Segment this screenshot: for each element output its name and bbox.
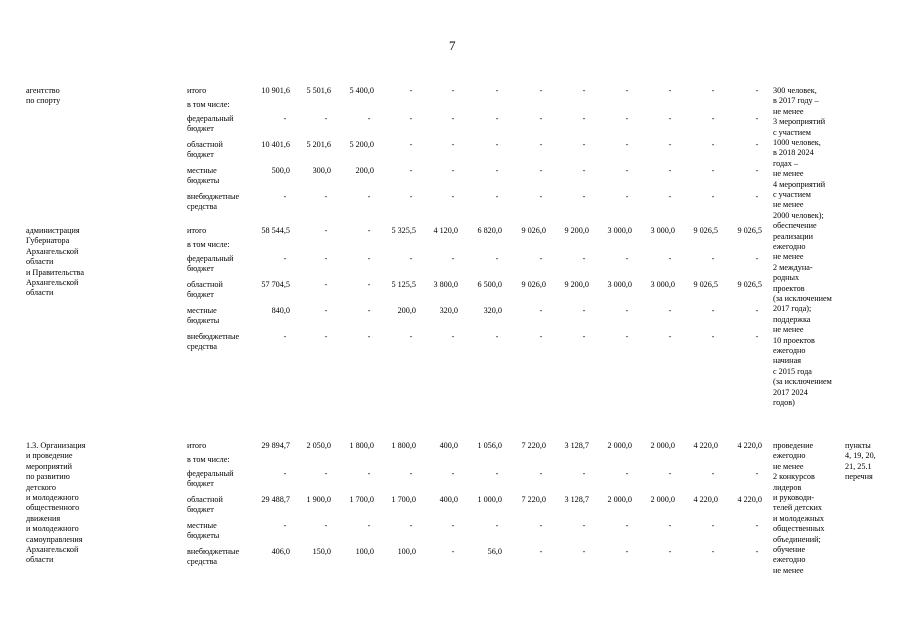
executor-name: и молодежного: [26, 524, 79, 534]
executor-name: области: [26, 257, 54, 267]
funding-source-label: областной: [187, 140, 223, 149]
budget-cell: 400,0: [439, 441, 458, 450]
budget-cell: -: [451, 469, 455, 478]
executor-name: области: [26, 288, 54, 298]
budget-cell: 7 220,0: [521, 441, 546, 450]
expected-result: не менее: [773, 169, 804, 179]
budget-cell: -: [283, 469, 287, 478]
budget-cell: 56,0: [487, 547, 502, 556]
funding-source-label: федеральный: [187, 114, 234, 123]
budget-cell: -: [324, 521, 328, 530]
budget-cell: 5 325,5: [391, 226, 416, 235]
budget-cell: -: [668, 166, 672, 175]
budget-cell: -: [582, 192, 586, 201]
budget-cell: -: [367, 469, 371, 478]
funding-source-label: средства: [187, 557, 218, 566]
budget-cell: -: [409, 166, 413, 175]
executor-name: области: [26, 555, 54, 565]
expected-result: не менее: [773, 461, 804, 471]
budget-cell: -: [625, 332, 629, 341]
budget-cell: 10 401,6: [261, 140, 290, 149]
expected-result: годов): [773, 398, 795, 407]
executor-name: самоуправления: [26, 534, 83, 544]
budget-cell: -: [324, 332, 328, 341]
expected-result: не менее: [773, 106, 804, 116]
budget-cell: -: [625, 192, 629, 201]
funding-source-label: в том числе:: [187, 100, 230, 109]
budget-cell: -: [367, 280, 371, 289]
budget-cell: 4 220,0: [737, 495, 762, 504]
budget-cell: 3 000,0: [607, 226, 632, 235]
budget-cell: -: [367, 306, 371, 315]
budget-cell: 150,0: [312, 547, 331, 556]
expected-result: 2 междуна-: [773, 262, 813, 272]
budget-cell: -: [495, 469, 499, 478]
budget-cell: 3 000,0: [607, 280, 632, 289]
budget-cell: -: [755, 306, 759, 315]
budget-cell: -: [711, 192, 715, 201]
budget-cell: 500,0: [271, 166, 290, 175]
expected-result: с 2015 года: [773, 366, 812, 376]
reference-points: перечня: [845, 472, 873, 482]
executor-name: администрация: [26, 226, 80, 235]
executor-name: агентство: [26, 86, 60, 95]
budget-cell: -: [755, 547, 759, 556]
budget-cell: -: [755, 166, 759, 175]
budget-cell: 7 220,0: [521, 495, 546, 504]
budget-cell: 5 200,0: [349, 140, 374, 149]
budget-cell: 320,0: [483, 306, 502, 315]
budget-cell: -: [539, 254, 543, 263]
expected-result: в 2018 2024: [773, 148, 814, 158]
budget-cell: -: [755, 469, 759, 478]
reference-points: 4, 19, 20,: [845, 451, 876, 461]
budget-cell: -: [283, 114, 287, 123]
executor-name: и Правительства: [26, 267, 84, 277]
budget-cell: 10 901,6: [261, 86, 290, 95]
budget-cell: -: [495, 114, 499, 123]
executor-name: движения: [26, 513, 61, 523]
budget-cell: -: [283, 192, 287, 201]
budget-cell: 400,0: [439, 495, 458, 504]
budget-cell: -: [625, 86, 629, 95]
expected-result: объединений;: [773, 534, 821, 544]
budget-cell: -: [539, 86, 543, 95]
budget-cell: -: [668, 114, 672, 123]
expected-result: родных: [773, 273, 800, 283]
budget-cell: -: [495, 166, 499, 175]
expected-result: 300 человек,: [773, 86, 817, 95]
budget-cell: -: [451, 332, 455, 341]
budget-cell: 9 026,5: [737, 280, 762, 289]
budget-cell: -: [539, 192, 543, 201]
funding-source-label: федеральный: [187, 254, 234, 263]
budget-cell: -: [451, 166, 455, 175]
budget-cell: -: [668, 86, 672, 95]
expected-result: телей детских: [773, 503, 822, 513]
funding-source-label: бюджет: [187, 124, 214, 133]
budget-cell: 840,0: [271, 306, 290, 315]
executor-name: и проведение: [26, 451, 73, 461]
budget-cell: -: [668, 521, 672, 530]
budget-cell: -: [539, 332, 543, 341]
budget-cell: -: [668, 547, 672, 556]
budget-cell: 9 026,0: [521, 226, 546, 235]
funding-source-label: бюджеты: [187, 176, 220, 185]
budget-cell: 9 026,5: [693, 280, 718, 289]
budget-cell: -: [582, 306, 586, 315]
budget-cell: -: [367, 192, 371, 201]
budget-cell: -: [495, 140, 499, 149]
expected-result: не менее: [773, 565, 804, 575]
funding-source-label: внебюджетные: [187, 547, 240, 556]
expected-result: годах –: [773, 158, 799, 168]
budget-cell: -: [283, 521, 287, 530]
budget-cell: -: [367, 226, 371, 235]
funding-source-label: итого: [187, 226, 207, 235]
expected-result: не менее: [773, 200, 804, 210]
expected-result: 4 мероприятий: [773, 179, 826, 189]
expected-result: ежегодно: [773, 555, 806, 565]
executor-name: детского: [26, 482, 57, 492]
budget-cell: -: [668, 140, 672, 149]
budget-cell: 2 000,0: [650, 495, 675, 504]
funding-source-label: средства: [187, 342, 218, 351]
budget-cell: -: [582, 254, 586, 263]
funding-source-label: бюджет: [187, 150, 214, 159]
budget-cell: -: [625, 547, 629, 556]
expected-result: (за исключением: [773, 294, 832, 303]
budget-cell: -: [755, 521, 759, 530]
budget-cell: -: [539, 469, 543, 478]
budget-cell: -: [668, 469, 672, 478]
expected-result: с участием: [773, 127, 811, 137]
budget-cell: -: [582, 140, 586, 149]
budget-cell: -: [324, 306, 328, 315]
budget-cell: -: [711, 86, 715, 95]
budget-cell: -: [668, 332, 672, 341]
budget-cell: -: [451, 86, 455, 95]
budget-cell: -: [711, 521, 715, 530]
budget-cell: -: [625, 114, 629, 123]
budget-cell: 3 000,0: [650, 226, 675, 235]
expected-result: 2 конкурсов: [773, 472, 815, 482]
expected-result: в 2017 году –: [773, 96, 819, 106]
budget-cell: -: [668, 254, 672, 263]
budget-cell: -: [582, 469, 586, 478]
budget-cell: 3 800,0: [433, 280, 458, 289]
budget-cell: -: [711, 306, 715, 315]
expected-result: ежегодно: [773, 451, 806, 461]
executor-name: 1.3. Организация: [26, 441, 86, 450]
budget-cell: -: [409, 254, 413, 263]
budget-cell: 29 894,7: [261, 441, 290, 450]
budget-cell: -: [324, 280, 328, 289]
expected-result: общественных: [773, 524, 825, 534]
budget-cell: -: [409, 469, 413, 478]
executor-name: и молодежного: [26, 493, 79, 502]
funding-source-label: федеральный: [187, 469, 234, 478]
budget-cell: -: [324, 469, 328, 478]
expected-result: проведение: [773, 441, 814, 450]
expected-result: 2000 человек);: [773, 210, 824, 220]
funding-source-label: местные: [187, 521, 217, 530]
budget-cell: -: [625, 254, 629, 263]
funding-source-label: итого: [187, 86, 207, 95]
budget-cell: 100,0: [355, 547, 374, 556]
funding-source-label: бюджет: [187, 264, 214, 273]
budget-cell: 9 026,5: [737, 226, 762, 235]
budget-cell: -: [409, 140, 413, 149]
budget-cell: 9 026,0: [521, 280, 546, 289]
funding-source-label: бюджет: [187, 479, 214, 488]
funding-source-label: итого: [187, 441, 207, 450]
budget-cell: -: [539, 306, 543, 315]
budget-cell: -: [711, 140, 715, 149]
budget-cell: 5 201,6: [306, 140, 331, 149]
budget-cell: 3 128,7: [564, 441, 589, 450]
budget-cell: -: [582, 547, 586, 556]
budget-cell: 57 704,5: [261, 280, 290, 289]
budget-cell: 4 220,0: [693, 441, 718, 450]
funding-source-label: средства: [187, 202, 218, 211]
expected-result: 2017 2024: [773, 387, 808, 397]
budget-cell: -: [711, 332, 715, 341]
budget-cell: -: [324, 114, 328, 123]
budget-cell: -: [755, 114, 759, 123]
budget-cell: 1 900,0: [306, 495, 331, 504]
budget-cell: -: [539, 547, 543, 556]
funding-source-label: бюджеты: [187, 316, 220, 325]
funding-source-label: в том числе:: [187, 455, 230, 464]
expected-result: ежегодно: [773, 346, 806, 355]
budget-cell: -: [409, 114, 413, 123]
executor-name: общественного: [26, 503, 80, 513]
budget-cell: 1 700,0: [391, 495, 416, 504]
funding-source-label: бюджеты: [187, 531, 220, 540]
budget-cell: -: [582, 521, 586, 530]
budget-cell: -: [495, 521, 499, 530]
budget-cell: 5 400,0: [349, 86, 374, 95]
budget-cell: -: [711, 114, 715, 123]
budget-cell: -: [324, 192, 328, 201]
budget-cell: -: [451, 254, 455, 263]
funding-source-label: бюджет: [187, 505, 214, 514]
budget-cell: 5 125,5: [391, 280, 416, 289]
budget-cell: -: [451, 547, 455, 556]
executor-name: по спорту: [26, 96, 61, 106]
executor-name: по развитию: [26, 472, 70, 482]
budget-cell: -: [495, 332, 499, 341]
budget-cell: 4 220,0: [693, 495, 718, 504]
budget-cell: -: [625, 140, 629, 149]
budget-cell: 6 500,0: [477, 280, 502, 289]
budget-cell: -: [451, 192, 455, 201]
budget-cell: -: [582, 114, 586, 123]
budget-cell: 3 000,0: [650, 280, 675, 289]
budget-cell: -: [324, 226, 328, 235]
budget-cell: -: [539, 166, 543, 175]
budget-cell: -: [755, 332, 759, 341]
budget-cell: -: [625, 521, 629, 530]
budget-cell: 1 700,0: [349, 495, 374, 504]
budget-cell: 9 200,0: [564, 280, 589, 289]
budget-cell: -: [755, 254, 759, 263]
budget-cell: -: [495, 254, 499, 263]
budget-cell: -: [582, 166, 586, 175]
expected-result: с участием: [773, 190, 811, 199]
budget-cell: 2 050,0: [306, 441, 331, 450]
budget-cell: 200,0: [355, 166, 374, 175]
budget-cell: -: [668, 306, 672, 315]
funding-source-label: внебюджетные: [187, 332, 240, 341]
budget-cell: 6 820,0: [477, 226, 502, 235]
budget-cell: 29 488,7: [261, 495, 290, 504]
budget-cell: -: [711, 547, 715, 556]
budget-cell: -: [409, 86, 413, 95]
reference-points: пункты: [845, 441, 871, 450]
budget-cell: -: [539, 114, 543, 123]
executor-name: Архангельской: [26, 545, 79, 554]
budget-cell: 2 000,0: [607, 495, 632, 504]
expected-result: проектов: [773, 283, 805, 293]
budget-cell: 320,0: [439, 306, 458, 315]
budget-cell: 1 800,0: [349, 441, 374, 450]
budget-cell: 58 544,5: [261, 226, 290, 235]
budget-cell: -: [625, 469, 629, 478]
budget-cell: -: [367, 114, 371, 123]
expected-result: обеспечение: [773, 221, 817, 231]
expected-result: не менее: [773, 325, 804, 335]
budget-cell: -: [755, 140, 759, 149]
reference-points: 21, 25.1: [845, 461, 872, 471]
funding-source-label: местные: [187, 166, 217, 175]
budget-cell: -: [451, 114, 455, 123]
budget-cell: 100,0: [397, 547, 416, 556]
executor-name: Архангельской: [26, 278, 79, 287]
budget-cell: -: [283, 332, 287, 341]
budget-cell: 1 056,0: [477, 441, 502, 450]
budget-cell: -: [451, 140, 455, 149]
expected-result: 2017 года);: [773, 304, 812, 314]
budget-cell: -: [711, 166, 715, 175]
budget-cell: 3 128,7: [564, 495, 589, 504]
budget-cell: -: [367, 254, 371, 263]
page-number: 7: [449, 38, 456, 53]
budget-cell: 2 000,0: [650, 441, 675, 450]
budget-cell: 4 120,0: [433, 226, 458, 235]
executor-name: мероприятий: [26, 461, 72, 471]
executor-name: Губернатора: [26, 236, 70, 246]
budget-cell: -: [625, 306, 629, 315]
budget-cell: -: [495, 192, 499, 201]
expected-result: и молодежных: [773, 513, 824, 523]
budget-cell: -: [409, 192, 413, 201]
budget-cell: -: [367, 332, 371, 341]
budget-cell: -: [668, 192, 672, 201]
expected-result: реализации: [773, 231, 814, 241]
budget-cell: 4 220,0: [737, 441, 762, 450]
expected-result: не менее: [773, 252, 804, 262]
budget-cell: 1 000,0: [477, 495, 502, 504]
funding-source-label: в том числе:: [187, 240, 230, 249]
budget-cell: -: [539, 140, 543, 149]
executor-name: Архангельской: [26, 246, 79, 256]
expected-result: ежегодно: [773, 242, 806, 251]
budget-cell: -: [582, 332, 586, 341]
expected-result: начиная: [773, 356, 801, 366]
budget-cell: -: [755, 192, 759, 201]
budget-cell: -: [283, 254, 287, 263]
budget-cell: -: [324, 254, 328, 263]
budget-cell: -: [451, 521, 455, 530]
expected-result: обучение: [773, 545, 806, 554]
budget-cell: -: [409, 332, 413, 341]
funding-source-label: бюджет: [187, 290, 214, 299]
expected-result: поддержка: [773, 314, 811, 324]
budget-cell: -: [711, 254, 715, 263]
funding-source-label: областной: [187, 495, 223, 504]
budget-cell: 9 026,5: [693, 226, 718, 235]
budget-cell: 200,0: [397, 306, 416, 315]
budget-cell: 1 800,0: [391, 441, 416, 450]
expected-result: лидеров: [773, 482, 802, 492]
budget-cell: 406,0: [271, 547, 290, 556]
expected-result: 1000 человек,: [773, 138, 821, 147]
budget-cell: -: [367, 521, 371, 530]
funding-source-label: местные: [187, 306, 217, 315]
funding-source-label: областной: [187, 280, 223, 289]
budget-cell: 2 000,0: [607, 441, 632, 450]
budget-cell: -: [711, 469, 715, 478]
funding-source-label: внебюджетные: [187, 192, 240, 201]
budget-cell: 300,0: [312, 166, 331, 175]
expected-result: 10 проектов: [773, 335, 815, 345]
budget-cell: 9 200,0: [564, 226, 589, 235]
expected-result: 3 мероприятий: [773, 117, 826, 127]
budget-cell: -: [409, 521, 413, 530]
budget-cell: -: [625, 166, 629, 175]
budget-cell: 5 501,6: [306, 86, 331, 95]
budget-cell: -: [582, 86, 586, 95]
expected-result: (за исключением: [773, 377, 832, 387]
expected-result: и руководи-: [773, 493, 815, 502]
budget-cell: -: [755, 86, 759, 95]
budget-cell: -: [495, 86, 499, 95]
budget-cell: -: [539, 521, 543, 530]
